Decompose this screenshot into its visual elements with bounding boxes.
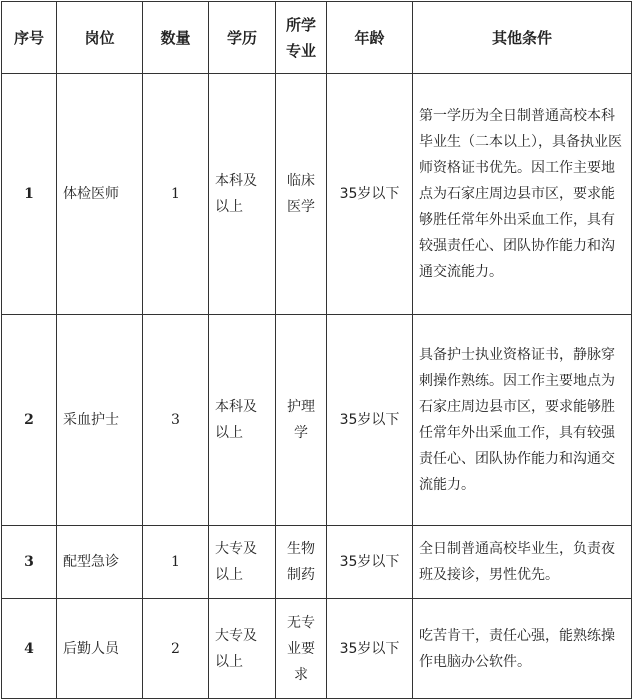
cell-education: 本科及以上 — [209, 74, 276, 315]
cell-major: 无专业要求 — [276, 599, 327, 699]
cell-post: 后勤人员 — [57, 599, 143, 699]
cell-age: 35岁以下 — [327, 74, 413, 315]
recruitment-table — [1, 1, 632, 699]
header-education: 学历 — [209, 2, 276, 74]
cell-age: 35岁以下 — [327, 599, 413, 699]
header-post: 岗位 — [57, 2, 143, 74]
header-major: 所学专业 — [276, 2, 327, 74]
cell-conditions: 第一学历为全日制普通高校本科毕业生（二本以上），具备执业医师资格证书优先。因工作主要地点为石家庄周边县市区，要求能够胜任常年外出采血工作，具有较强责任心、团队协作能力和沟通交流能力。 — [413, 74, 632, 315]
table-header-row — [2, 2, 632, 74]
cell-major: 生物制药 — [276, 526, 327, 599]
cell-conditions: 具备护士执业资格证书，静脉穿刺操作熟练。因工作主要地点为石家庄周边县市区，要求能够胜任常年外出采血工作，具有较强责任心、团队协作能力和沟通交流能力。 — [413, 315, 632, 526]
cell-count: 1 — [143, 526, 209, 599]
header-age: 年龄 — [327, 2, 413, 74]
cell-education: 大专及以上 — [209, 599, 276, 699]
cell-no: 1 — [2, 74, 57, 315]
cell-post: 采血护士 — [57, 315, 143, 526]
cell-no: 2 — [2, 315, 57, 526]
cell-count: 1 — [143, 74, 209, 315]
table-row — [2, 315, 632, 526]
cell-count: 2 — [143, 599, 209, 699]
cell-count: 3 — [143, 315, 209, 526]
cell-age: 35岁以下 — [327, 315, 413, 526]
header-conditions: 其他条件 — [413, 2, 632, 74]
header-no: 序号 — [2, 2, 57, 74]
cell-education: 大专及以上 — [209, 526, 276, 599]
cell-no: 4 — [2, 599, 57, 699]
table-row — [2, 526, 632, 599]
cell-no: 3 — [2, 526, 57, 599]
table-row — [2, 74, 632, 315]
header-count: 数量 — [143, 2, 209, 74]
table-row — [2, 599, 632, 699]
cell-education: 本科及以上 — [209, 315, 276, 526]
cell-major: 护理学 — [276, 315, 327, 526]
cell-major: 临床医学 — [276, 74, 327, 315]
cell-conditions: 吃苦肯干，责任心强，能熟练操作电脑办公软件。 — [413, 599, 632, 699]
cell-post: 体检医师 — [57, 74, 143, 315]
cell-post: 配型急诊 — [57, 526, 143, 599]
cell-conditions: 全日制普通高校毕业生，负责夜班及接诊，男性优先。 — [413, 526, 632, 599]
cell-age: 35岁以下 — [327, 526, 413, 599]
